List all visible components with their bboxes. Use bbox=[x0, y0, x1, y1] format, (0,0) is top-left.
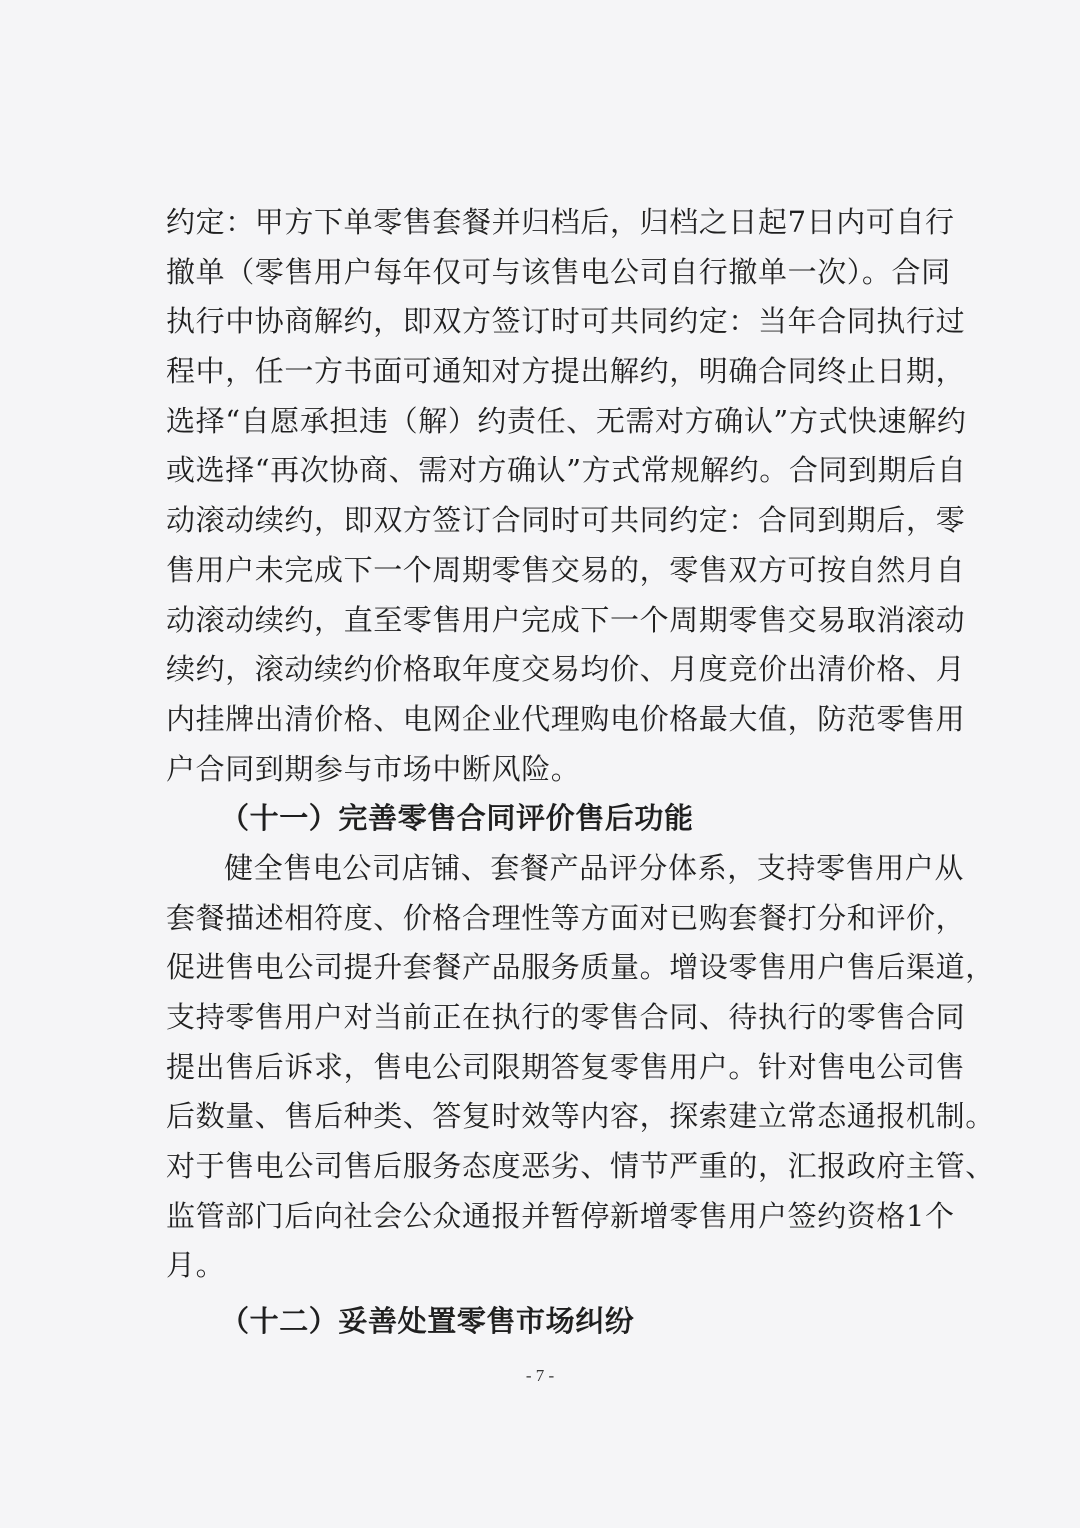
body-line: 选择“自愿承担违（解）约责任、无需对方确认”方式快速解约 bbox=[166, 403, 967, 438]
section-11-line: 支持零售用户对当前正在执行的零售合同、待执行的零售合同 bbox=[166, 1000, 966, 1034]
section-heading-12: （十二）妥善处置零售市场纠纷 bbox=[220, 1304, 635, 1339]
section-11-line: 提出售后诉求，售电公司限期答复零售用户。针对售电公司售 bbox=[166, 1049, 966, 1084]
section-11-line: 后数量、售后种类、答复时效等内容，探索建立常态通报机制。 bbox=[166, 1099, 995, 1134]
body-line: 约定：甲方下单零售套餐并归档后，归档之日起7日内可自行 bbox=[166, 205, 955, 239]
body-line: 动滚动续约，直至零售用户完成下一个周期零售交易取消滚动 bbox=[166, 602, 966, 637]
body-line: 续约，滚动续约价格取年度交易均价、月度竞价出清价格、月 bbox=[166, 652, 966, 687]
section-11-line: 月。 bbox=[166, 1248, 226, 1283]
section-heading-11: （十一）完善零售合同评价售后功能 bbox=[220, 801, 694, 836]
section-11-line: 监管部门后向社会公众通报并暂停新增零售用户签约资格1个 bbox=[166, 1198, 955, 1233]
document-body bbox=[166, 198, 995, 1347]
section-11-line: 健全售电公司店铺、套餐产品评分体系，支持零售用户从 bbox=[224, 850, 965, 885]
body-line: 执行中协商解约，即双方签订时可共同约定：当年合同执行过 bbox=[166, 304, 966, 339]
body-line: 售用户未完成下一个周期零售交易的，零售双方可按自然月自 bbox=[166, 552, 966, 587]
section-11-line: 促进售电公司提升套餐产品服务质量。增设零售用户售后渠道， bbox=[166, 950, 995, 985]
body-line: 程中，任一方书面可通知对方提出解约，明确合同终止日期， bbox=[166, 354, 966, 389]
body-line: 内挂牌出清价格、电网企业代理购电价格最大值，防范零售用 bbox=[166, 701, 966, 736]
body-line: 撤单（零售用户每年仅可与该售电公司自行撤单一次）。合同 bbox=[166, 254, 951, 289]
body-line: 或选择“再次协商、需对方确认”方式常规解约。合同到期后自 bbox=[166, 453, 967, 488]
page-number: - 7 - bbox=[525, 1366, 555, 1385]
body-line: 户合同到期参与市场中断风险。 bbox=[166, 751, 581, 786]
section-11-line: 套餐描述相符度、价格合理性等方面对已购套餐打分和评价， bbox=[166, 900, 966, 935]
body-line: 动滚动续约，即双方签订合同时可共同约定：合同到期后，零 bbox=[166, 503, 966, 538]
section-11-line: 对于售电公司售后服务态度恶劣、情节严重的，汇报政府主管、 bbox=[166, 1149, 995, 1184]
